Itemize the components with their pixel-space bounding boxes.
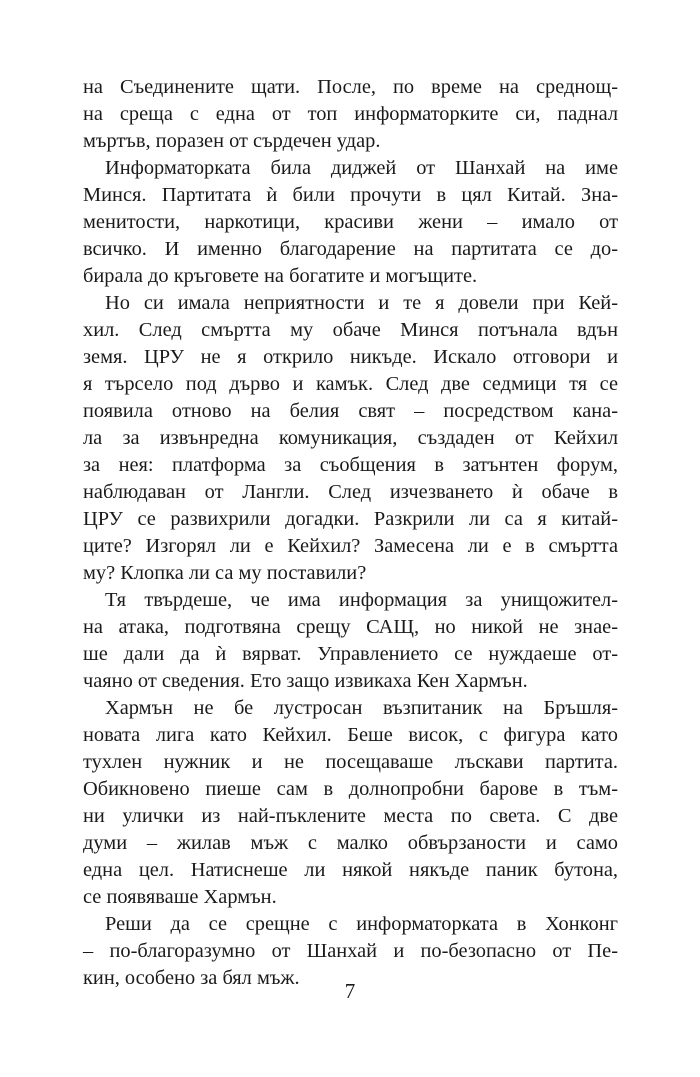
text-line: появила отново на белия свят – посредством кана- [83,400,618,422]
text-line: Минся. Партитата ѝ били прочути в цял Китай. Зна- [83,184,618,206]
text-line: се появяваше Хармън. [83,886,277,908]
paragraph [83,695,618,911]
text-line: на среща с една от топ информаторките си, паднал [83,103,618,125]
paragraph [83,290,618,587]
page-body [83,74,618,992]
text-line: бирала до кръговете на богатите и могъщите. [83,265,478,287]
text-line: хил. След смъртта му обаче Минся потънала вдън [83,319,618,341]
text-line: ни улички из най-пъклените места по света. С две [83,805,618,827]
text-line: му? Клопка ли са му поставили? [83,562,367,584]
text-line: за нея: платформа за съобщения в затънтен форум, [83,454,618,476]
text-line: ше дали да ѝ вярват. Управлението се нуждаеше от- [83,643,618,665]
text-line: на Съединените щати. После, по време на среднощ- [83,76,618,98]
text-line: Но си имала неприятности и те я довели при Кей- [105,292,618,314]
page-number: 7 [344,979,356,1003]
paragraph [83,155,618,290]
text-line: Обикновено пиеше сам в долнопробни барове в тъм- [83,778,618,800]
text-line: ЦРУ се развихрили догадки. Разкрили ли са я китай- [83,508,618,530]
text-line: тухлен нужник и не посещаваше лъскави партита. [83,751,618,773]
text-line: думи – жилав мъж с малко обвързаности и само [83,832,618,854]
text-line: Тя твърдеше, че има информация за унищожител- [105,589,618,611]
text-line: чаяно от сведения. Ето защо извикаха Кен Хармън. [83,670,528,692]
text-line: Информаторката била диджей от Шанхай на име [105,157,618,179]
paragraph [83,587,618,695]
text-line: земя. ЦРУ не я открило никъде. Искало отговори и [83,346,618,368]
text-line: ците? Изгорял ли е Кейхил? Замесена ли е в смъртта [83,535,618,557]
text-line: новата лига като Кейхил. Беше висок, с фигура като [83,724,618,746]
text-line: наблюдаван от Лангли. След изчезването ѝ обаче в [83,481,618,503]
text-line: менитости, наркотици, красиви жени – имало от [83,211,618,233]
text-line: кин, особено за бял мъж. [83,967,300,989]
text-line: мъртъв, поразен от сърдечен удар. [83,130,381,152]
paragraph [83,74,618,155]
text-line: Реши да се срещне с информаторката в Хонконг [105,913,618,935]
text-line: на атака, подготвяна срещу САЩ, но никой не знае- [83,616,618,638]
text-line: една цел. Натиснеше ли някой някъде паник бутона, [83,859,618,881]
text-line: всичко. И именно благодарение на партитата се до- [83,238,618,260]
text-line: ла за извънредна комуникация, създаден от Кейхил [83,427,618,449]
text-line: – по-благоразумно от Шанхай и по-безопасно от Пе- [83,940,618,962]
text-line: я търсело под дърво и камък. След две седмици тя се [83,373,618,395]
text-line: Хармън не бе лустросан възпитаник на Бръшля- [105,697,618,719]
